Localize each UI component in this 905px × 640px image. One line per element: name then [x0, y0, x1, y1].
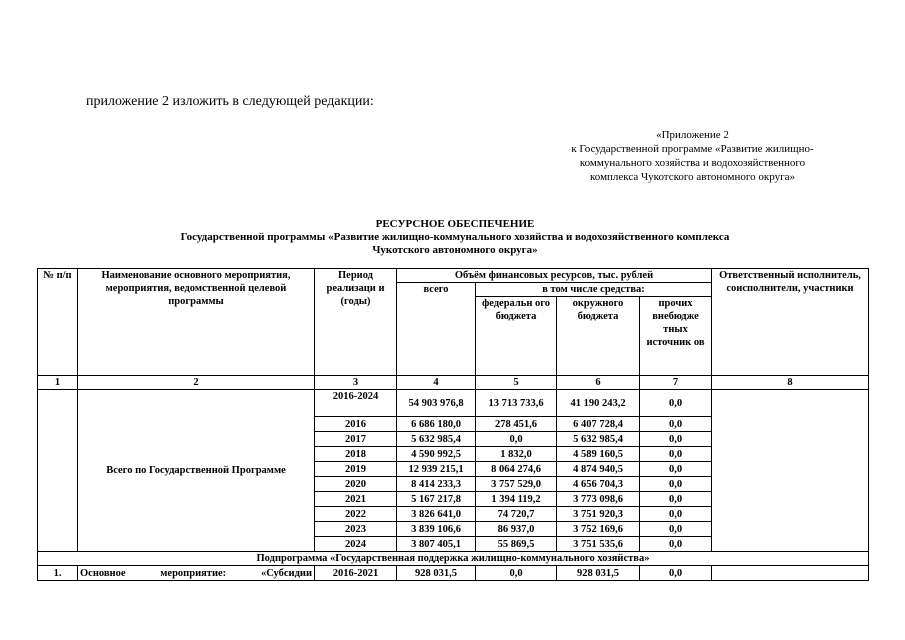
row-period: 2018	[315, 447, 397, 462]
row-other: 0,0	[640, 492, 712, 507]
row-period: 2017	[315, 432, 397, 447]
row-period: 2019	[315, 462, 397, 477]
row-federal: 13 713 733,6	[476, 390, 557, 417]
header-other: прочих внебюдже тных источник ов	[640, 297, 712, 376]
header-district: окружного бюджета	[557, 297, 640, 376]
col-number: 7	[640, 376, 712, 390]
header-volume: Объём финансовых ресурсов, тыс. рублей	[397, 269, 712, 283]
col-number: 2	[78, 376, 315, 390]
row-total: 3 807 405,1	[397, 537, 476, 552]
row-total: 6 686 180,0	[397, 417, 476, 432]
annex-note	[530, 128, 855, 184]
row-total: 5 632 985,4	[397, 432, 476, 447]
subprogram-title: Подпрограмма «Государственная поддержка жилищно-коммунального хозяйства»	[38, 552, 869, 566]
resource-table	[37, 268, 869, 581]
row-district: 6 407 728,4	[557, 417, 640, 432]
total-label: Всего по Государственной Программе	[78, 390, 315, 552]
header-name: Наименование основного мероприятия, мероприятия, ведомственной целевой программы	[78, 269, 315, 376]
row-federal: 86 937,0	[476, 522, 557, 537]
row-period: 2016	[315, 417, 397, 432]
row-period: 2021	[315, 492, 397, 507]
item-responsible	[712, 566, 869, 581]
row-total: 12 939 215,1	[397, 462, 476, 477]
annex-line-3: коммунального хозяйства и водохозяйственного	[579, 157, 806, 169]
row-period: 2022	[315, 507, 397, 522]
row-district: 3 751 535,6	[557, 537, 640, 552]
row-district: 3 752 169,6	[557, 522, 640, 537]
row-period: 2016-2024	[315, 390, 397, 417]
row-federal: 55 869,5	[476, 537, 557, 552]
row-other: 0,0	[640, 447, 712, 462]
annex-line-4: комплекса Чукотского автономного округа»	[590, 171, 795, 183]
row-period: 2024	[315, 537, 397, 552]
row-total: 5 167 217,8	[397, 492, 476, 507]
row-federal: 1 832,0	[476, 447, 557, 462]
item-num: 1.	[38, 566, 78, 581]
row-other: 0,0	[640, 477, 712, 492]
annex-line-2: к Государственной программе «Развитие жилищно-	[571, 143, 814, 155]
row-district: 4 656 704,3	[557, 477, 640, 492]
header-num: № п/п	[38, 269, 78, 376]
item-district: 928 031,5	[557, 566, 640, 581]
header-total: всего	[397, 283, 476, 376]
annex-line-1: «Приложение 2	[656, 129, 729, 141]
row-federal: 3 757 529,0	[476, 477, 557, 492]
row-district: 3 751 920,3	[557, 507, 640, 522]
row-district: 3 773 098,6	[557, 492, 640, 507]
row-other: 0,0	[640, 432, 712, 447]
col-number: 1	[38, 376, 78, 390]
col-number: 5	[476, 376, 557, 390]
item-federal: 0,0	[476, 566, 557, 581]
row-other: 0,0	[640, 507, 712, 522]
table-row	[38, 390, 869, 417]
document-heading	[60, 218, 850, 257]
row-district: 5 632 985,4	[557, 432, 640, 447]
row-other: 0,0	[640, 462, 712, 477]
header-period: Период реализаци и (годы)	[315, 269, 397, 376]
row-period: 2023	[315, 522, 397, 537]
total-num-cell	[38, 390, 78, 552]
row-federal: 74 720,7	[476, 507, 557, 522]
heading-subtitle-2: Чукотского автономного округа»	[372, 244, 538, 256]
row-other: 0,0	[640, 417, 712, 432]
item-period: 2016-2021	[315, 566, 397, 581]
row-district: 41 190 243,2	[557, 390, 640, 417]
subprogram-row	[38, 552, 869, 566]
col-number: 6	[557, 376, 640, 390]
row-other: 0,0	[640, 537, 712, 552]
row-federal: 278 451,6	[476, 417, 557, 432]
row-other: 0,0	[640, 522, 712, 537]
row-federal: 0,0	[476, 432, 557, 447]
col-number: 4	[397, 376, 476, 390]
row-total: 3 826 641,0	[397, 507, 476, 522]
col-number: 3	[315, 376, 397, 390]
heading-subtitle-1: Государственной программы «Развитие жилищно-коммунального хозяйства и водохозяйственного комплекса	[180, 231, 730, 243]
row-total: 8 414 233,3	[397, 477, 476, 492]
heading-title: РЕСУРСНОЕ ОБЕСПЕЧЕНИЕ	[375, 218, 535, 230]
item-total: 928 031,5	[397, 566, 476, 581]
item-other: 0,0	[640, 566, 712, 581]
intro-text: приложение 2 изложить в следующей редакции:	[86, 94, 374, 109]
row-district: 4 874 940,5	[557, 462, 640, 477]
row-total: 4 590 992,5	[397, 447, 476, 462]
row-federal: 1 394 119,2	[476, 492, 557, 507]
row-total: 3 839 106,6	[397, 522, 476, 537]
row-district: 4 589 160,5	[557, 447, 640, 462]
row-period: 2020	[315, 477, 397, 492]
row-total: 54 903 976,8	[397, 390, 476, 417]
column-numbers-row	[38, 376, 869, 390]
header-including: в том числе средства:	[476, 283, 712, 297]
header-responsible: Ответственный исполнитель, соисполнители, участники	[712, 269, 869, 376]
table-row	[38, 566, 869, 581]
row-federal: 8 064 274,6	[476, 462, 557, 477]
header-federal: федеральн ого бюджета	[476, 297, 557, 376]
row-other: 0,0	[640, 390, 712, 417]
item-name: Основное мероприятие: «Субсидии	[78, 566, 315, 581]
total-responsible-cell	[712, 390, 869, 552]
col-number: 8	[712, 376, 869, 390]
